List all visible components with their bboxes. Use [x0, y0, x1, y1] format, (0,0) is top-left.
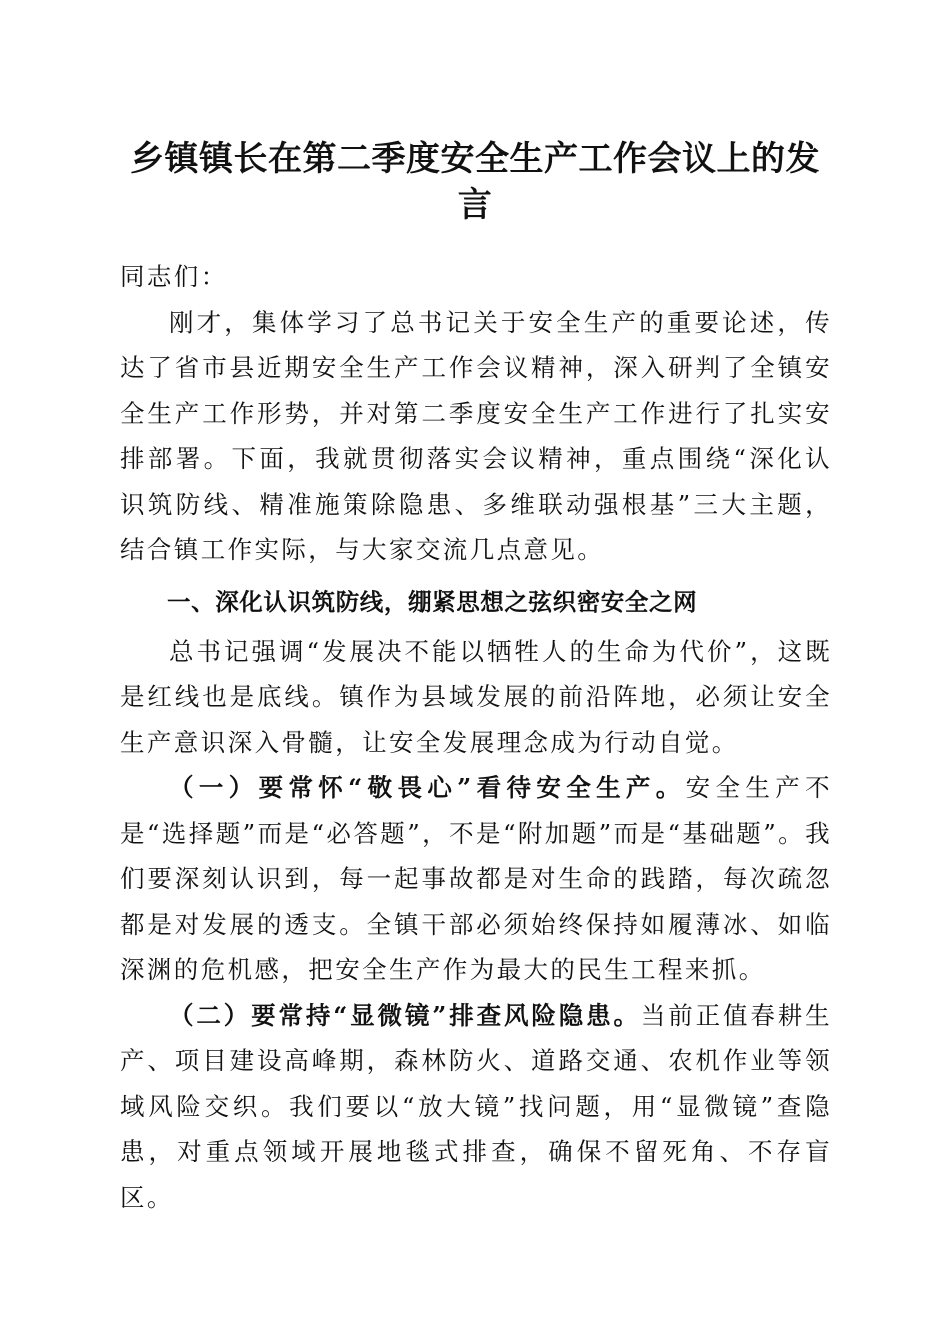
- document-body: [120, 250, 832, 1220]
- item-2-lead: （二）要常持“显微镜”排查风险隐患。: [169, 1000, 641, 1030]
- section-1-item-1: [120, 765, 832, 993]
- item-1-text: 安全生产不是“选择题”而是“必答题”，不是“附加题”而是“基础题”。我们要深刻认识到，每一起事故都是对生命的践踏，每次疏忽都是对发展的透支。全镇干部必须始终保持如履薄冰、如临深渊的危机感，把安全生产作为最大的民生工程来抓。: [120, 773, 832, 984]
- document-title: 乡镇镇长在第二季度安全生产工作会议上的发言: [130, 139, 820, 225]
- section-heading-1: 一、深化认识筑防线，绷紧思想之弦织密安全之网: [167, 587, 698, 616]
- item-2-text: 当前正值春耕生产、项目建设高峰期，森林防火、道路交通、农机作业等领域风险交织。我们要以“放大镜”找问题，用“显微镜”查隐患，对重点领域开展地毯式排查，确保不留死角、不存盲区。: [120, 1000, 832, 1212]
- section-1-paragraph: 总书记强调“发展决不能以牺牲人的生命为代价”，这既是红线也是底线。镇作为县域发展的前沿阵地，必须让安全生产意识深入骨髓，让安全发展理念成为行动自觉。: [120, 636, 832, 757]
- salutation: 同志们：: [120, 262, 228, 291]
- intro-paragraph: 刚才，集体学习了总书记关于安全生产的重要论述，传达了省市县近期安全生产工作会议精神，深入研判了全镇安全生产工作形势，并对第二季度安全生产工作进行了扎实安排部署。下面，我就贯彻落实会议精神，重点围绕“深化认识筑防线、精准施策除隐患、多维联动强根基”三大主题，结合镇工作实际，与大家交流几点意见。: [120, 307, 832, 564]
- item-1-lead: （一）要常怀“敬畏心”看待安全生产。: [169, 773, 686, 802]
- section-1-item-2: [120, 993, 832, 1221]
